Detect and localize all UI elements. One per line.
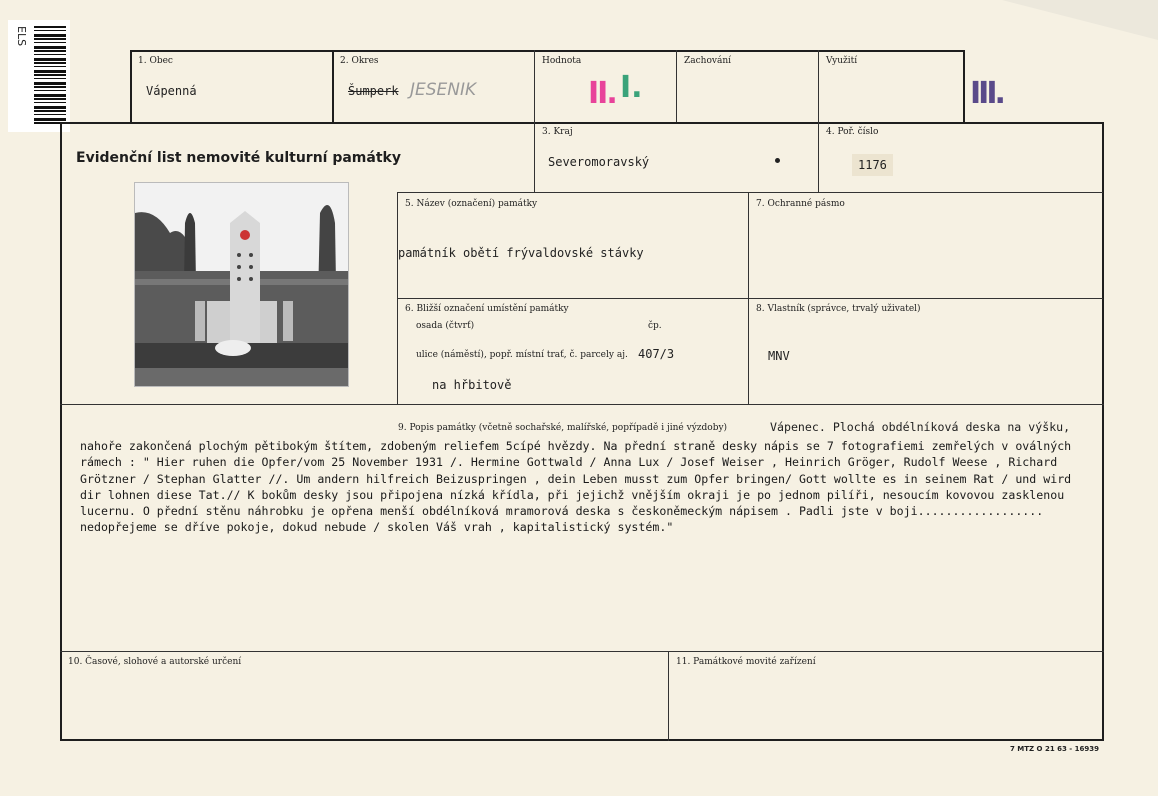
obec-value: Vápenná <box>146 84 197 98</box>
ulice-label: ulice (náměstí), popř. místní trať, č. parcely aj. <box>416 350 628 360</box>
divider <box>60 651 1104 652</box>
popis-line-1: nahoře zakončená plochým pětibokým štítem, zdobeným reliefem 5cípé hvězdy. Na přední straně desky nápis se 7 fotografiemi zemřelých v oválných <box>80 439 1072 453</box>
divider <box>818 122 819 192</box>
kraj-label: 3. Kraj <box>542 127 573 137</box>
okres-value: Šumperk <box>348 84 399 98</box>
por-cislo-label: 4. Poř. číslo <box>826 127 879 137</box>
divider <box>668 651 669 741</box>
ochranne-pasmo-label: 7. Ochranné pásmo <box>756 199 845 209</box>
cp-label: čp. <box>648 321 662 331</box>
obec-label: 1. Obec <box>138 56 173 66</box>
barcode-sticker <box>8 20 70 132</box>
parcela-value: 407/3 <box>638 347 675 361</box>
movite-label: 11. Památkové movité zařízení <box>676 657 816 667</box>
popis-line-3: Grötzner / Stephan Glatter //. Um andern hilfreich Beizuspringen , dein Leben musst zum Opfer bringen/ Gott wollte es in seinem Rat / und wird <box>80 471 1072 486</box>
divider <box>818 50 819 124</box>
popis-text <box>80 438 1120 536</box>
divider <box>60 404 1104 405</box>
popis-line-6: nedopřejeme se dříve pokoje, dokud nebude / skolen Váš vrah , kapitalistický systém." <box>80 520 674 535</box>
popis-line-2: rámech : " Hier ruhen die Opfer/vom 25 November 1931 /. Hermine Gottwald / Anna Lux / Josef Weiser , Heinrich Gröger, Rudolf Weese , Richard <box>80 455 1058 470</box>
hodnota-mark-green: I. <box>620 70 643 105</box>
zachovani-label: Zachování <box>684 56 731 66</box>
okres-label: 2. Okres <box>340 56 379 66</box>
popis-line-5: lucernu. O přední stěnu náhrobku je opřena menší obdélníková mramorová deska s českoněmeckým nápisem . Padli jste v boji.................. <box>80 504 1044 519</box>
side-mark: III. <box>970 76 1003 111</box>
place-value: na hřbitově <box>432 378 512 392</box>
divider <box>397 192 1103 193</box>
okres-handwritten: JESENIK <box>410 80 477 100</box>
kraj-dot-icon <box>775 158 780 163</box>
barcode-icon <box>34 26 66 126</box>
form-title: Evidenční list nemovité kulturní památky <box>76 150 401 166</box>
casove-label: 10. Časové, slohové a autorské určení <box>68 657 242 667</box>
vlastnik-value: MNV <box>768 349 790 363</box>
divider <box>397 298 1103 299</box>
hodnota-mark-pink: II. <box>588 76 616 111</box>
vlastnik-label: 8. Vlastník (správce, trvalý uživatel) <box>756 304 921 314</box>
divider <box>676 50 677 124</box>
nazev-label: 5. Název (označení) památky <box>405 199 538 209</box>
hodnota-label: Hodnota <box>542 56 582 66</box>
osada-label: osada (čtvrť) <box>416 321 475 331</box>
kraj-value: Severomoravský <box>548 155 650 169</box>
vyuziti-label: Využití <box>826 56 858 66</box>
divider <box>534 122 535 192</box>
barcode-label: ELS <box>15 26 28 47</box>
nazev-value: památník obětí frývaldovské stávky <box>398 246 644 260</box>
umisteni-label: 6. Bližší označení umístění památky <box>405 304 569 314</box>
popis-label: 9. Popis památky (včetně sochařské, malířské, popřípadě i jiné výzdoby) <box>398 423 728 433</box>
por-cislo-value: 1176 <box>852 154 893 176</box>
divider <box>332 50 334 124</box>
popis-line-4: dir lohnen diese Tat.// K bokům desky jsou připojena nízká křídla, při jejichž vnějším okraji je po jednom pilíři, nesoucím kovovou zasklenou <box>80 487 1065 502</box>
monument-photo <box>134 182 349 387</box>
divider <box>534 50 535 124</box>
footer-code: 7 MTZ O 21 63 - 16939 <box>1010 745 1100 753</box>
popis-line-0: Vápenec. Plochá obdélníková deska na výšku, <box>770 420 1071 434</box>
